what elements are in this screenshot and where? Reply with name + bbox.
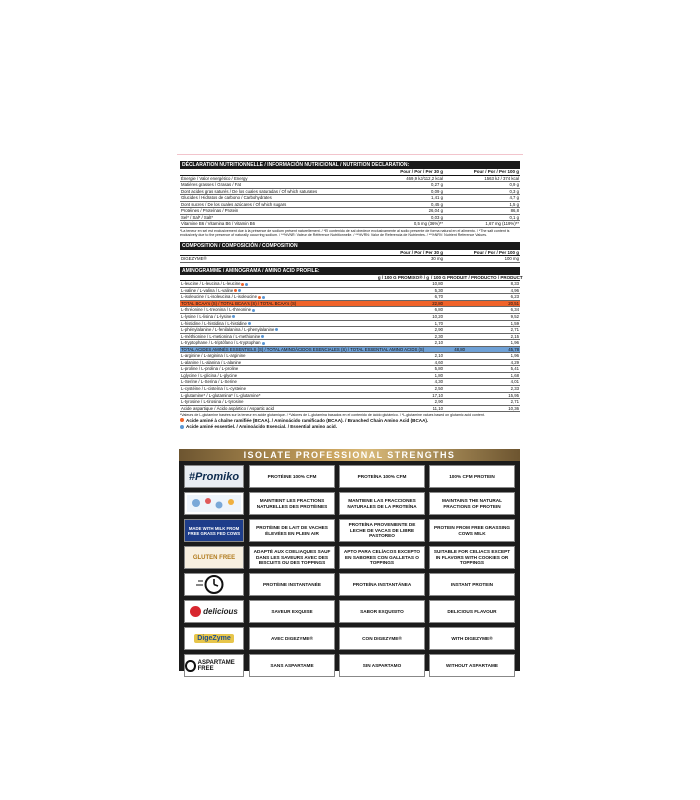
composition-col-30g: Pour / Por / Per 30 g	[400, 249, 443, 255]
grass-fed-cows-icon: MADE WITH MILK FROM FREE GRASS FED COWS	[184, 519, 244, 542]
amino-value-product: 1,96	[510, 353, 519, 359]
amino-value-promixo: 4,30	[434, 379, 443, 385]
composition-col-100g: Pour / Por / Per 100 g	[473, 249, 519, 255]
amino-value-product: 2,71	[510, 399, 519, 405]
strength-row	[184, 546, 515, 569]
composition-cell: 30 mg	[431, 256, 443, 262]
nutrition-cell: 469,9 kJ/112,2 kcal	[406, 175, 443, 181]
strength-text-es: PROTEÍNA 100% CFM	[339, 465, 425, 488]
digezyme-icon: DigeZyme	[184, 627, 244, 650]
amino-value-promixo: 1,70	[434, 320, 443, 326]
delicious-icon: delicious	[184, 600, 244, 623]
amino-value-product: 9,52	[510, 313, 519, 319]
orange-dot-icon	[258, 296, 261, 299]
strengths-panel	[179, 449, 520, 671]
amino-name: L-Serine / L-Serina / L-Serine	[181, 379, 237, 385]
blue-dot-icon	[180, 425, 184, 429]
blue-dot-icon	[275, 328, 278, 331]
amino-value-promixo: 11,10	[432, 405, 443, 411]
strength-text-es: SIN ASPARTAMO	[339, 654, 425, 677]
amino-value-promixo: 5,80	[434, 366, 443, 372]
nutrition-cell: 1,67 mg (119%)**	[485, 221, 519, 227]
gluten-free-icon: GLUTEN FREE	[184, 546, 244, 569]
amino-value-product: 20,51	[508, 300, 519, 306]
orange-dot-icon	[180, 418, 184, 422]
orange-dot-icon	[241, 283, 244, 286]
nutrition-row	[180, 221, 520, 228]
strength-text-fr: SAVEUR EXQUISE	[249, 600, 335, 623]
strength-text-es: SABOR EXQUISITO	[339, 600, 425, 623]
strength-text-en: SUITABLE FOR CELIACS EXCEPT IN FLAVORS WITH COOKIES OR TOPPINGS	[429, 546, 515, 569]
strengths-title: ISOLATE PROFESSIONAL STRENGTHS	[179, 449, 520, 461]
aspartame-free-icon: ASPARTAME FREE	[184, 654, 244, 677]
nutrition-cell: 26,04 g	[428, 208, 443, 214]
blue-dot-icon	[261, 335, 264, 338]
amino-value-promixo: 2,10	[434, 353, 443, 359]
instant-clock-icon	[184, 573, 244, 596]
blue-dot-icon	[248, 322, 251, 325]
strength-text-es: APTO PARA CELÍACOS EXCEPTO EN SABORES CON GALLETAS O TOPPINGS	[339, 546, 425, 569]
amino-value-promixo: 10,20	[432, 313, 443, 319]
amino-value-promixo: 2,90	[434, 327, 443, 333]
amino-value-product: 2,71	[510, 327, 519, 333]
amino-value-promixo: 10,80	[432, 281, 443, 287]
amino-value-promixo: 2,30	[434, 333, 443, 339]
amino-name: L-tyrosine / L-tirosina / L-tyrosine	[181, 399, 244, 405]
strength-text-en: WITHOUT ASPARTAME	[429, 654, 515, 677]
amino-value-product: 15,95	[508, 392, 519, 398]
amino-value-promixo: 4,60	[434, 359, 443, 365]
nutrition-cell: 0,45 g	[431, 201, 443, 207]
strength-text-en: 100% CFM PROTEIN	[429, 465, 515, 488]
nutrition-cell: 86,8	[510, 208, 519, 214]
amino-name: L-histidine / L-histidina / L-histidine	[181, 320, 247, 326]
nutrition-cell: Vitamine B6 / Vitamina B6 / Vitamin B6	[181, 221, 256, 227]
strength-text-fr: AVEC DIGEZYME®	[249, 627, 335, 650]
amino-value-promixo: 1,80	[434, 372, 443, 378]
amino-name: TOTAL BCAA's (S) / TOTAL BCAA's (S) / TOTAL BCAA's (S)	[181, 300, 297, 306]
nutrition-cell: 0,5 mg (36%)**	[413, 221, 443, 227]
strength-row	[184, 654, 515, 677]
strength-text-fr: PROTÉINE 100% CFM	[249, 465, 335, 488]
strength-text-fr: ADAPTÉ AUX COELIAQUES SAUF DANS LES SAVEURS AVEC DES BISCUITS OU DES TOPPINGS	[249, 546, 335, 569]
amino-value-promixo: 17,10	[432, 392, 443, 398]
amino-name: L-cystéine / L-cisteína / L-cysteine	[181, 385, 246, 391]
nutrition-col-30g: Pour / Por / Per 30 g	[400, 169, 443, 174]
nutrition-cell: Glucides / Hidratos de carbono / Carbohydrates	[181, 195, 272, 201]
legend-bcaa: Acide aminé à chaîne ramifiée (BCAA). / Aminoácido ramificado (BCAA). / Branched Chain Amino Acid (BCAA).	[180, 418, 520, 425]
nutrition-cell: 4,7 g	[509, 195, 519, 201]
composition-cell: 100 mg	[504, 256, 519, 262]
amino-name: Lglycine / L-glicina / L-glycine	[181, 372, 238, 378]
amino-value-product: 45,78	[508, 346, 519, 352]
amino-value-promixo: 6,70	[434, 294, 443, 300]
amino-name: L-alanine / L-alanina / L-alanine	[181, 359, 242, 365]
amino-name: Acide aspartique / Ácido aspártico / Aspartic acid	[181, 405, 274, 411]
nutrition-rows	[180, 176, 520, 228]
orange-dot-icon	[234, 289, 237, 292]
amino-value-product: 4,01	[510, 379, 519, 385]
nutrition-cell: 1563 kJ / 374 kcal	[484, 175, 519, 181]
blue-dot-icon	[238, 289, 241, 292]
amino-value-product: 10,36	[508, 405, 519, 411]
amino-name: L-lysine / L-lisina / L-lysine	[181, 313, 232, 319]
amino-value-promixo: 6,80	[434, 307, 443, 313]
strength-row	[184, 519, 515, 542]
blue-dot-icon	[232, 315, 235, 318]
amino-value-product: 6,23	[510, 294, 519, 300]
strength-text-es: PROTEÍNA INSTANTÁNEA	[339, 573, 425, 596]
amino-value-promixo: 2,50	[434, 385, 443, 391]
amino-name: L-glutamine* / L-glutamina* / L-glutamine*	[181, 392, 261, 398]
amino-name: L-thréonine / L-treonina / L-threonine	[181, 307, 251, 313]
nutrition-footnote: *La teneur en sel est exclusivement due à la présence de sodium présent naturellement. / *El contenido de sal obedece exclusivamente al sodio presente de forma natural en el alimento. / *The salt content is exclusively due to the presence of naturally occurring sodium. / **%VNR: Valeur de Référence Nutritionnelle. / **%VRN: Valor de Referencia de Nutrientes. / **%NRV: Nutrient Reference Values.	[180, 228, 510, 238]
nutrition-cell: Sel* / Sal* / Salt*	[181, 214, 214, 220]
amino-name: TOTAL ACIDES AMINÉS ESSENTIELS (S) / TOTAL AMINOÁCIDOS ESENCIALES (S) / TOTAL ESSENTIAL AMINO ACIDS (S)	[181, 346, 425, 352]
strength-text-fr: PROTÉINE DE LAIT DE VACHES ÉLEVÉES EN PLEIN AIR	[249, 519, 335, 542]
strength-text-fr: MAINTIENT LES FRACTIONS NATURELLES DES PROTÉINES	[249, 492, 335, 515]
nutrition-cell: Matières grasses / Grasas / Fat	[181, 182, 241, 188]
amino-value-product: 4,29	[510, 359, 519, 365]
amino-name: L-tryptophane / L-triptófano / L-tryptophan	[181, 340, 261, 346]
aminogram-header: AMINOGRAMME / AMINOGRAMA / AMINO ACID PROFILE:	[180, 267, 520, 275]
nutrition-label	[180, 161, 523, 430]
aminogram-col-promixo: g / 100 G PROMIXO® / g	[377, 274, 429, 280]
amino-name: L-valine / L-valina / L-valine	[181, 287, 234, 293]
aminogram-col-product: / 100 G PRODUIT / PRODUCTO / PRODUCT	[431, 274, 523, 280]
amino-name: L-phénylalanine / L-fenilalanina / L-phenylalanine	[181, 327, 275, 333]
amino-value-product: 2,15	[510, 333, 519, 339]
strength-text-en: MAINTAINS THE NATURAL FRACTIONS OF PROTEIN	[429, 492, 515, 515]
nutrition-header: DÉCLARATION NUTRITIONNELLE / INFORMACIÓN NUTRICIONAL / NUTRITION DECLARATION:	[180, 161, 520, 169]
promiko-logo-icon: #Promiko	[184, 465, 244, 488]
nutrition-cell: Protéines / Proteínas / Protein	[181, 208, 239, 214]
nutrition-cell: 1,5 g	[509, 201, 519, 207]
amino-row	[180, 406, 520, 413]
amino-value-product: 1,68	[510, 372, 519, 378]
amino-value-promixo: 48,80	[454, 346, 465, 352]
nutrition-cell: 0,27 g	[431, 182, 443, 188]
strength-row	[184, 627, 515, 650]
protein-fractions-icon	[184, 492, 244, 515]
strength-text-es: CON DIGEZYME®	[339, 627, 425, 650]
amino-value-promixo: 5,30	[434, 287, 443, 293]
nutrition-cell: 0,3 g	[509, 188, 519, 194]
amino-value-product: 6,34	[510, 307, 519, 313]
blue-dot-icon	[252, 309, 255, 312]
amino-name: L-leucine / L-leucina / L-leucine	[181, 281, 241, 287]
amino-name: L-isoleucine / L-isoleucina / L-isoleucine	[181, 294, 257, 300]
aminogram-rows	[180, 281, 520, 412]
strength-row	[184, 573, 515, 596]
nutrition-cell: 0,09 g	[431, 188, 443, 194]
nutrition-cell: Dont sucres / De los cuales azúcares / Of which sugars	[181, 201, 287, 207]
legend-essential: Acide aminé essentiel. / Aminoácido Esencial. / Essential amino acid.	[180, 424, 520, 429]
strength-text-en: WITH DIGEZYME®	[429, 627, 515, 650]
amino-name: L-proline / L-prolina / L-proline	[181, 366, 239, 372]
amino-value-product: 5,41	[510, 366, 519, 372]
nutrition-col-100g: Pour / Por / Per 100 g	[473, 169, 519, 174]
amino-value-product: 1,59	[510, 320, 519, 326]
nutrition-cell: 1,41 g	[431, 195, 443, 201]
strength-text-en: INSTANT PROTEIN	[429, 573, 515, 596]
amino-name: L-arginine / L-arginina / L-arginine	[181, 353, 246, 359]
amino-value-product: 8,33	[510, 281, 519, 287]
nutrition-cell: 0,1 g	[509, 214, 519, 220]
amino-name: L-méthionine / L-metionina / L-methionine	[181, 333, 261, 339]
nutrition-cell: Énergie / Valor energético / Energy	[181, 175, 248, 181]
amino-value-product: 2,33	[510, 385, 519, 391]
blue-dot-icon	[245, 283, 248, 286]
composition-header: COMPOSITION / COMPOSICIÓN / COMPOSITION	[180, 242, 520, 250]
amino-value-promixo: 22,80	[432, 300, 443, 306]
strength-text-fr: PROTÉINE INSTANTANÉE	[249, 573, 335, 596]
strength-text-en: DELICIOUS FLAVOUR	[429, 600, 515, 623]
nutrition-cell: Dont acides gras saturés / De los cuales saturadas / Of which saturates	[181, 188, 318, 194]
top-divider-line	[177, 154, 523, 155]
strength-row	[184, 465, 515, 488]
nutrition-cell: 0,03 g	[431, 214, 443, 220]
composition-cell: DIGEZYME®	[181, 256, 207, 262]
amino-value-product: 1,96	[510, 340, 519, 346]
strength-text-fr: SANS ASPARTAME	[249, 654, 335, 677]
aminogram-footnote: *Valeurs de L-glutamine basées sur la teneur en acide glutamique. / *Valores de L-glutamina basados en el contenido de ácido glutámico. / *L-glutamine values based on glutamic acid content.	[180, 413, 485, 418]
blue-dot-icon	[262, 296, 265, 299]
strength-text-en: PROTEIN FROM FREE GRASSING COWS MILK	[429, 519, 515, 542]
blue-dot-icon	[262, 342, 265, 345]
strength-row	[184, 600, 515, 623]
strength-text-es: PROTEÍNA PROVENIENTE DE LECHE DE VACAS DE LIBRE PASTOREO	[339, 519, 425, 542]
amino-value-promixo: 2,10	[434, 340, 443, 346]
amino-value-promixo: 2,90	[434, 399, 443, 405]
strength-row	[184, 492, 515, 515]
amino-value-product: 4,96	[510, 287, 519, 293]
strength-text-es: MANTIENE LAS FRACCIONES NATURALES DE LA PROTEÍNA	[339, 492, 425, 515]
nutrition-cell: 0,9 g	[509, 182, 519, 188]
